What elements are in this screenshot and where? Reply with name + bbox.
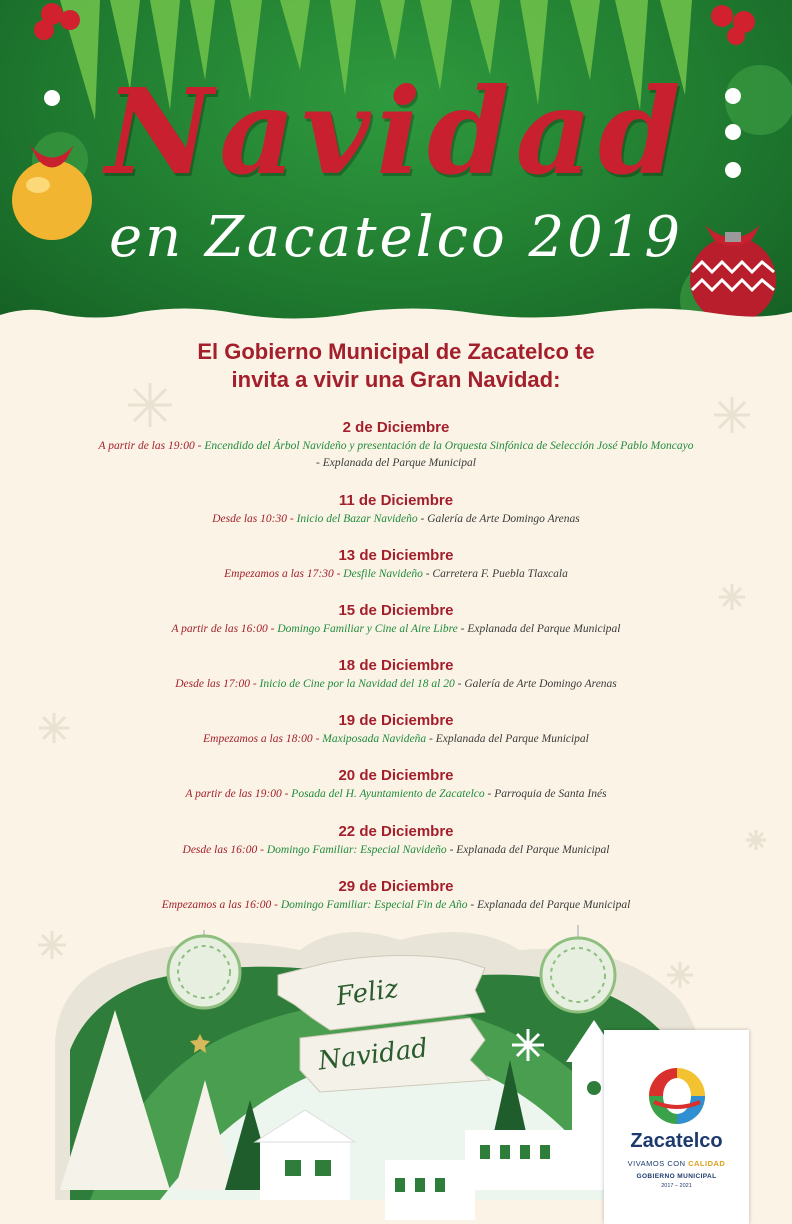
event-details (0, 842, 792, 859)
event-item (0, 546, 792, 583)
intro-line-1: El Gobierno Municipal de Zacatelco te (197, 339, 595, 364)
event-separator: - (287, 513, 297, 525)
zacatelco-emblem-icon (604, 1030, 749, 1130)
event-separator: - (484, 788, 495, 800)
event-separator: - (271, 899, 281, 911)
event-separator: - (422, 568, 433, 580)
event-time: Empezamos a las 16:00 (161, 899, 272, 911)
event-separator: - (194, 440, 205, 452)
event-details (0, 438, 792, 472)
event-item (0, 601, 792, 638)
event-separator: - (457, 623, 468, 635)
event-item (0, 418, 792, 472)
event-separator: - (249, 678, 260, 690)
event-details (0, 511, 792, 528)
logo-slogan-prefix: VIVAMOS CON (627, 1159, 689, 1168)
event-time: Desde las 16:00 (182, 844, 258, 856)
event-date: 15 de Diciembre (338, 602, 454, 619)
event-item (0, 656, 792, 693)
event-item (0, 877, 792, 914)
municipal-logo-card (604, 1030, 749, 1224)
event-activity: Domingo Familiar y Cine al Aire Libre (277, 623, 458, 635)
event-time: Desde las 17:00 (175, 678, 250, 690)
event-time: A partir de las 16:00 (171, 623, 268, 635)
event-time: Empezamos a las 18:00 (203, 733, 313, 745)
event-details (0, 786, 792, 803)
event-details (0, 621, 792, 638)
intro-line-2: invita a vivir una Gran Navidad: (231, 367, 561, 392)
event-separator: - (257, 844, 267, 856)
event-activity: Domingo Familiar: Especial Navideño (266, 844, 447, 856)
event-separator: - (467, 899, 478, 911)
event-separator: - (417, 513, 428, 525)
event-place: Explanada del Parque Municipal (322, 457, 476, 469)
event-date: 19 de Diciembre (338, 712, 454, 729)
ornament-ball-icon (168, 930, 240, 1008)
event-activity: Domingo Familiar: Especial Fin de Año (280, 899, 468, 911)
event-place: Galería de Arte Domingo Arenas (464, 678, 617, 690)
event-activity: Maxiposada Navideña (322, 733, 427, 745)
event-item (0, 491, 792, 528)
event-activity: Desfile Navideño (343, 568, 423, 580)
event-item (0, 766, 792, 803)
feliz-text: Feliz (334, 973, 401, 1013)
page-title: Navidad (105, 62, 687, 201)
event-date: 22 de Diciembre (338, 823, 454, 840)
event-place: Carretera F. Puebla Tlaxcala (432, 568, 568, 580)
event-place: Explanada del Parque Municipal (467, 623, 621, 635)
logo-slogan-highlight: CALIDAD (688, 1159, 726, 1168)
event-separator: - (333, 568, 344, 580)
header-banner (0, 0, 792, 330)
event-place: Galería de Arte Domingo Arenas (427, 513, 580, 525)
logo-years: 2017 – 2021 (661, 1183, 692, 1189)
event-separator: - (426, 733, 436, 745)
event-place: Explanada del Parque Municipal (456, 844, 610, 856)
event-place: Explanada del Parque Municipal (435, 733, 589, 745)
event-item (0, 711, 792, 748)
event-separator: - (446, 844, 457, 856)
event-activity: Encendido del Árbol Navideño y presentación de la Orquesta Sinfónica de Selección José Pablo Moncayo (204, 440, 694, 452)
event-details (0, 566, 792, 583)
event-separator: - (312, 733, 323, 745)
event-separator: - (281, 788, 292, 800)
event-activity: Inicio de Cine por la Navidad del 18 al 20 (259, 678, 455, 690)
event-time: A partir de las 19:00 (98, 440, 195, 452)
page-subtitle: en Zacatelco 2019 (108, 205, 683, 270)
intro-heading (0, 338, 792, 394)
event-details (0, 676, 792, 693)
house-icon (385, 1160, 475, 1220)
event-date: 29 de Diciembre (338, 878, 454, 895)
event-date: 20 de Diciembre (338, 767, 454, 784)
holly-berries-right (711, 5, 755, 45)
event-time: Empezamos a las 17:30 (224, 568, 334, 580)
event-date: 2 de Diciembre (342, 419, 450, 436)
navidad-text: Navidad (316, 1033, 430, 1077)
event-activity: Posada del H. Ayuntamiento de Zacatelco (291, 788, 485, 800)
snow-edge-divider (0, 300, 792, 330)
event-separator: - (267, 623, 278, 635)
event-details (0, 731, 792, 748)
event-time: A partir de las 19:00 (185, 788, 282, 800)
ornament-ball-icon (541, 925, 615, 1012)
event-date: 18 de Diciembre (338, 657, 454, 674)
event-date: 13 de Diciembre (338, 547, 454, 564)
event-separator: - (454, 678, 465, 690)
event-date: 11 de Diciembre (338, 492, 454, 509)
event-time: Desde las 10:30 (212, 513, 287, 525)
event-item (0, 822, 792, 859)
event-activity: Inicio del Bazar Navideño (296, 513, 418, 525)
logo-government: GOBIERNO MUNICIPAL (636, 1173, 717, 1180)
event-place: Parroquia de Santa Inés (494, 788, 607, 800)
house-icon (465, 1130, 585, 1190)
event-separator: - (316, 457, 323, 469)
event-place: Explanada del Parque Municipal (477, 899, 631, 911)
event-details (0, 897, 792, 914)
logo-name: Zacatelco (630, 1130, 723, 1152)
logo-slogan (604, 1159, 749, 1168)
